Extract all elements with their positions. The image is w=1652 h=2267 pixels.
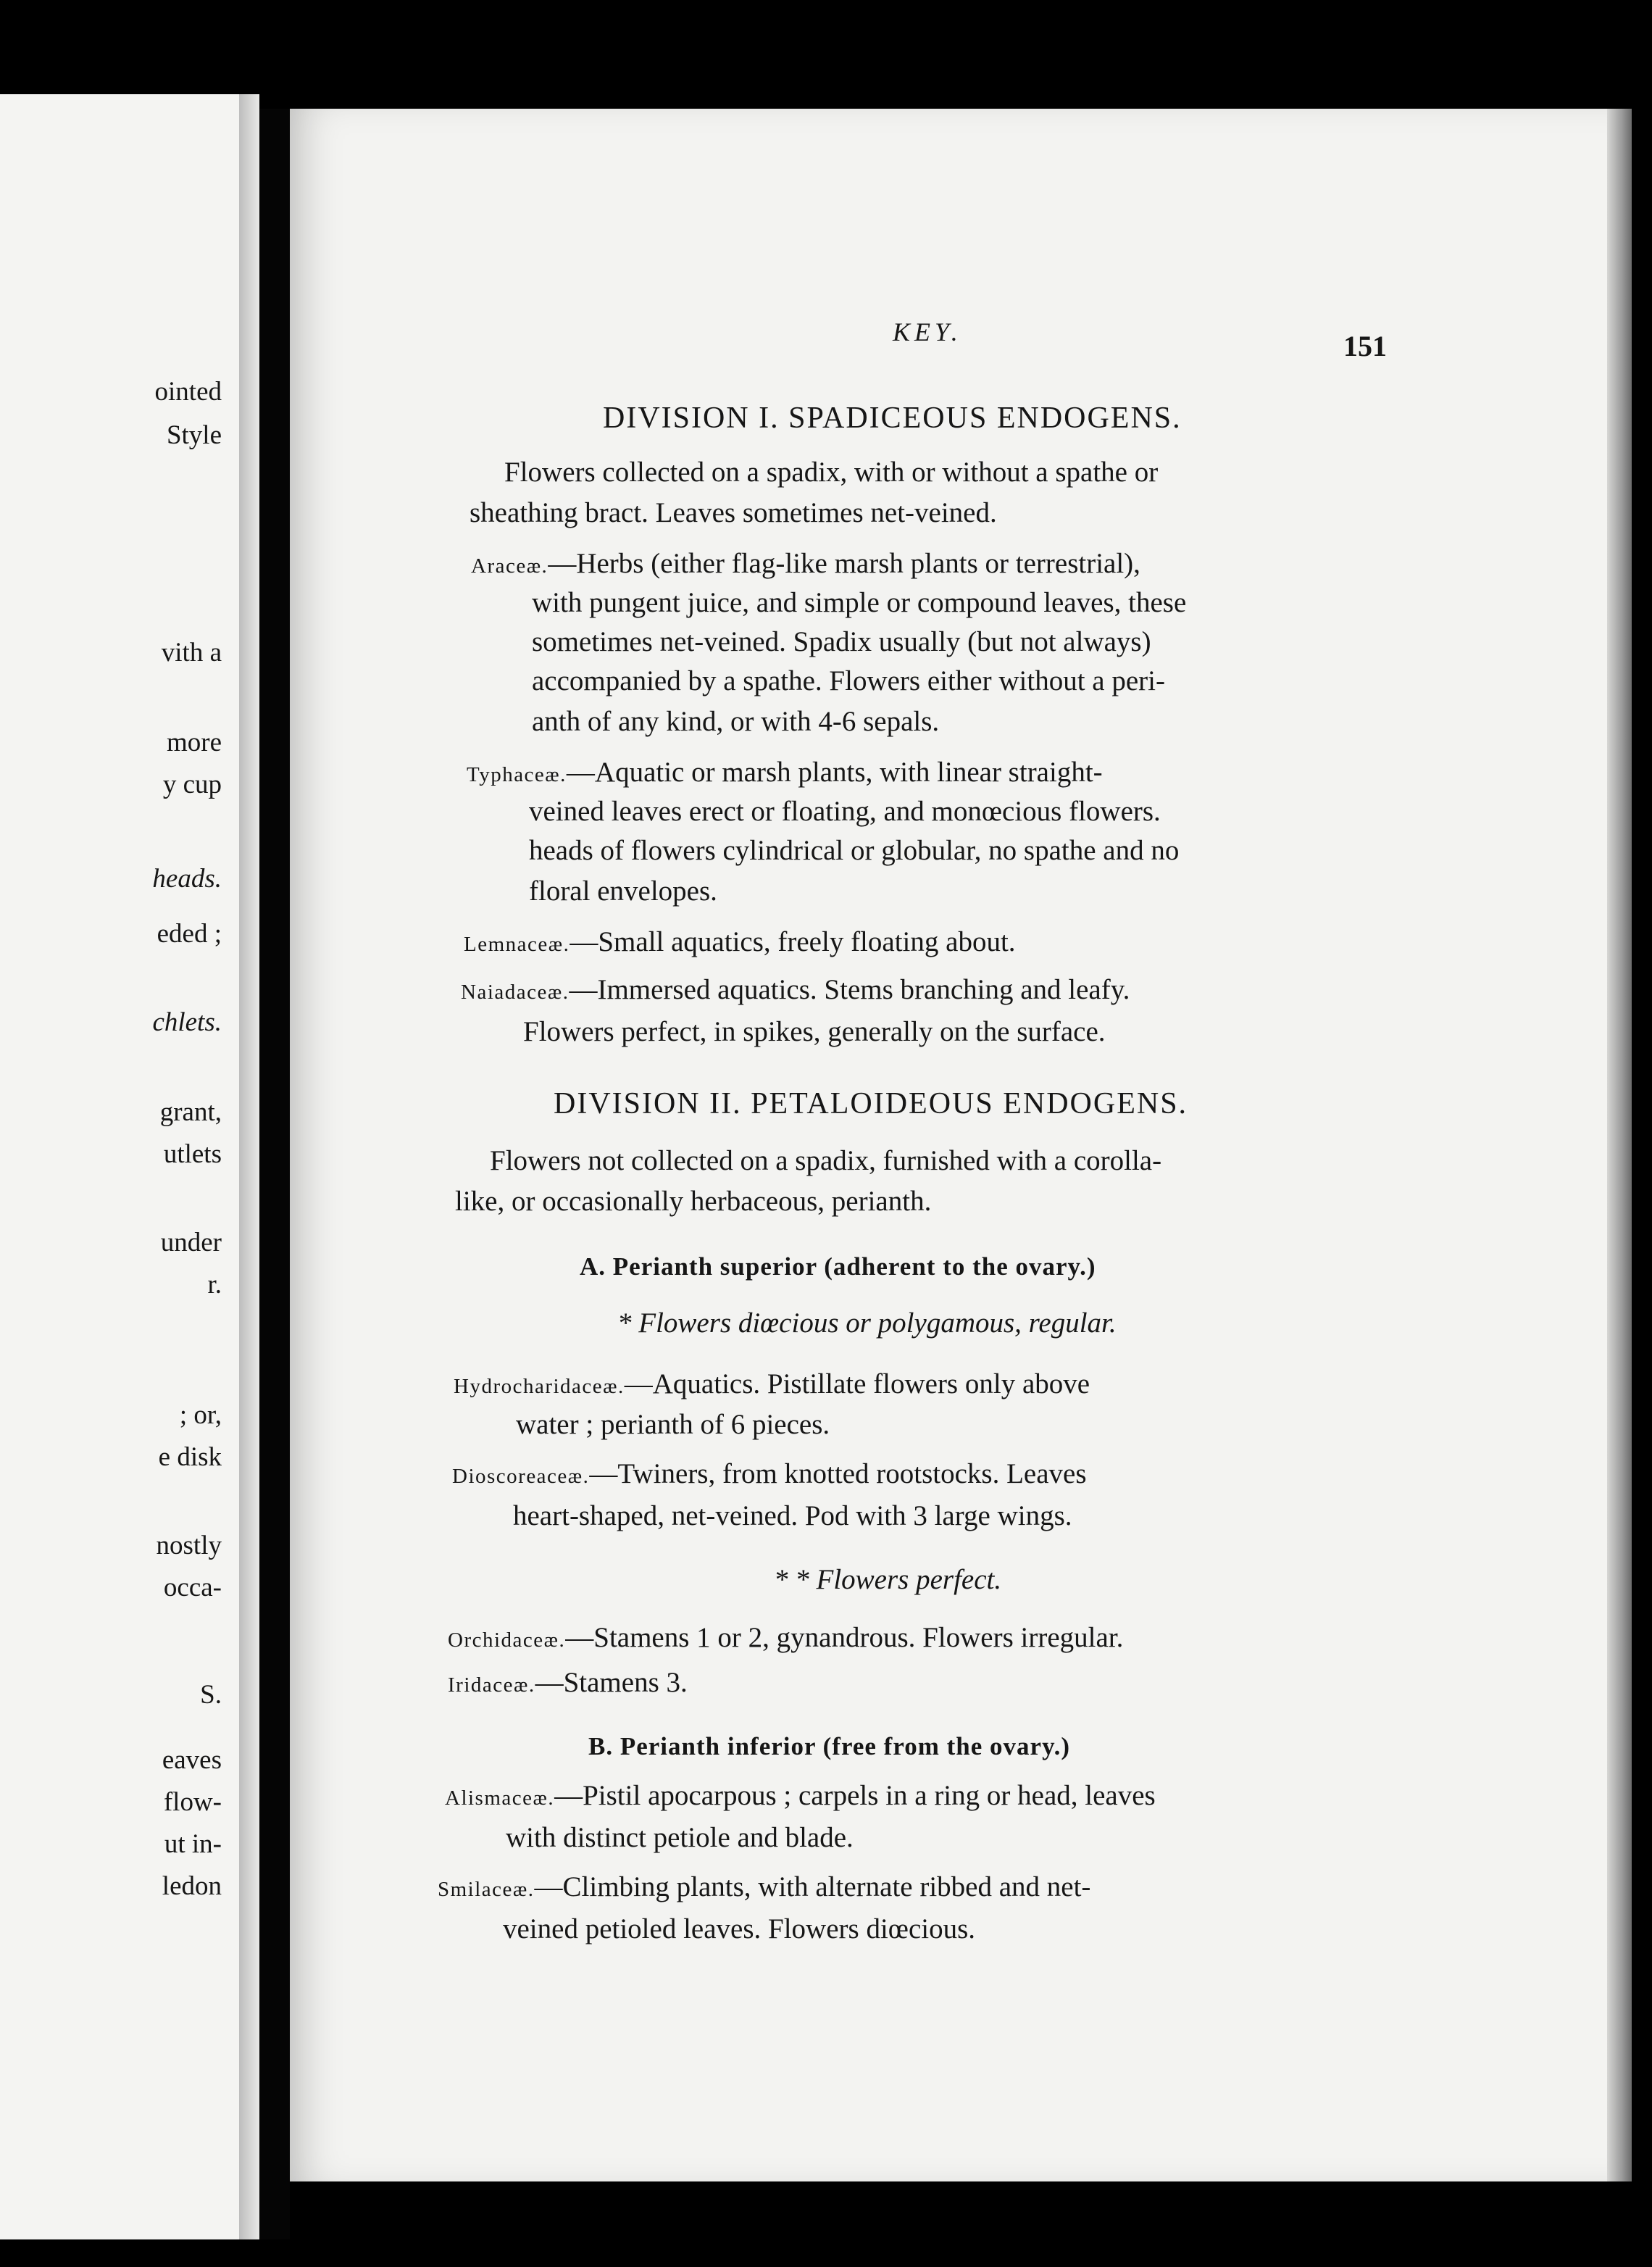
book-gutter xyxy=(259,109,290,2239)
left-page-edge xyxy=(239,94,259,2239)
left-page-fragment: vith a xyxy=(161,638,222,667)
left-page-fragment: occa- xyxy=(163,1573,222,1602)
entry-smilaceae xyxy=(438,1873,1090,1901)
entry-araceae xyxy=(471,549,1140,578)
entry-text: —Pistil apocarpous ; carpels in a ring or head, leaves xyxy=(554,1780,1156,1811)
left-page-fragment: heads. xyxy=(152,864,222,894)
left-page-fragment: more xyxy=(166,728,222,757)
division-2-heading: DIVISION II. PETALOIDEOUS ENDOGENS. xyxy=(554,1087,1188,1120)
left-page-fragment: eded ; xyxy=(157,919,222,949)
division-1-heading: DIVISION I. SPADICEOUS ENDOGENS. xyxy=(603,402,1182,435)
family-name: Hydrocharidaceæ. xyxy=(454,1375,625,1398)
left-page-fragment: Style xyxy=(166,420,222,450)
left-page-fragment: chlets. xyxy=(152,1007,222,1037)
family-name: Typhaceæ. xyxy=(467,763,567,786)
entry-text: —Climbing plants, with alternate ribbed and net- xyxy=(534,1871,1091,1902)
entry-line: floral envelopes. xyxy=(529,875,717,907)
entry-dioscoreaceae xyxy=(452,1460,1087,1488)
entry-line: heads of flowers cylindrical or globular, no spathe and no xyxy=(529,835,1180,866)
entry-line: with pungent juice, and simple or compound leaves, these xyxy=(532,587,1187,618)
left-page-fragment: under xyxy=(160,1228,222,1257)
entry-line: with distinct petiole and blade. xyxy=(506,1822,854,1853)
entry-hydrocharidaceae xyxy=(454,1370,1090,1398)
family-name: Dioscoreaceæ. xyxy=(452,1465,590,1488)
left-page-fragment: ; or, xyxy=(179,1400,222,1430)
entry-iridaceae xyxy=(448,1668,688,1697)
family-name: Lemnaceæ. xyxy=(464,933,570,956)
left-page-fragment: flow- xyxy=(163,1787,222,1817)
family-name: Iridaceæ. xyxy=(448,1673,535,1697)
entry-text: —Herbs (either flag-like marsh plants or terrestrial), xyxy=(548,548,1140,579)
page-edge-shadow xyxy=(1607,109,1632,2181)
left-page-fragment: grant, xyxy=(159,1097,222,1127)
entry-text: —Immersed aquatics. Stems branching and leafy. xyxy=(569,974,1130,1005)
left-page-fragment: ut in- xyxy=(164,1829,222,1859)
entry-line: heart-shaped, net-veined. Pod with 3 large wings. xyxy=(513,1500,1072,1531)
entry-line: Flowers perfect, in spikes, generally on the surface. xyxy=(523,1016,1106,1047)
left-page-fragment: eaves xyxy=(162,1745,222,1775)
section-b-heading: B. Perianth inferior (free from the ovary.) xyxy=(588,1732,1071,1760)
division-2-intro-line: Flowers not collected on a spadix, furnished with a corolla- xyxy=(490,1145,1162,1176)
entry-line: water ; perianth of 6 pieces. xyxy=(516,1409,830,1440)
entry-lemnaceae xyxy=(464,928,1016,956)
entry-text: —Twiners, from knotted rootstocks. Leaves xyxy=(589,1458,1087,1489)
left-page-fragment: y cup xyxy=(162,770,222,799)
entry-line: veined petioled leaves. Flowers diœcious. xyxy=(503,1913,976,1944)
entry-text: —Aquatics. Pistillate flowers only above xyxy=(624,1368,1090,1399)
family-name: Smilaceæ. xyxy=(438,1878,535,1901)
group-heading: * Flowers diœcious or polygamous, regular. xyxy=(617,1307,1117,1339)
entry-naiadaceae xyxy=(461,976,1130,1004)
left-page-fragment: ledon xyxy=(162,1871,222,1901)
left-facing-page xyxy=(0,94,239,2239)
entry-line: veined leaves erect or floating, and monœcious flowers. xyxy=(529,796,1161,827)
group-heading: * * Flowers perfect. xyxy=(774,1564,1002,1595)
division-2-intro-line: like, or occasionally herbaceous, perianth. xyxy=(455,1186,932,1217)
entry-orchidaceae xyxy=(448,1623,1123,1652)
entry-line: sometimes net-veined. Spadix usually (but not always) xyxy=(532,626,1151,657)
division-1-intro-line: sheathing bract. Leaves sometimes net-veined. xyxy=(470,497,997,528)
left-page-fragment: r. xyxy=(207,1270,222,1299)
division-1-intro-line: Flowers collected on a spadix, with or without a spathe or xyxy=(504,457,1159,488)
left-page-fragment: nostly xyxy=(156,1531,222,1560)
page-number: 151 xyxy=(1343,330,1387,362)
family-name: Alismaceæ. xyxy=(445,1786,555,1810)
entry-line: accompanied by a spathe. Flowers either without a peri- xyxy=(532,665,1165,696)
entry-text: —Stamens 3. xyxy=(535,1667,688,1698)
entry-typhaceae xyxy=(467,758,1103,786)
left-page-fragment: S. xyxy=(200,1680,222,1710)
entry-text: —Stamens 1 or 2, gynandrous. Flowers irregular. xyxy=(565,1622,1124,1653)
left-page-fragment: utlets xyxy=(163,1139,222,1169)
entry-text: —Small aquatics, freely floating about. xyxy=(570,926,1016,957)
family-name: Naiadaceæ. xyxy=(461,981,570,1004)
section-a-heading: A. Perianth superior (adherent to the ovary.) xyxy=(580,1252,1096,1281)
running-title: KEY. xyxy=(893,317,962,346)
left-page-fragment: ointed xyxy=(154,377,222,407)
family-name: Araceæ. xyxy=(471,554,548,578)
entry-line: anth of any kind, or with 4-6 sepals. xyxy=(532,706,940,737)
left-page-fragment: e disk xyxy=(158,1442,222,1472)
entry-alismaceae xyxy=(445,1781,1156,1810)
entry-text: —Aquatic or marsh plants, with linear straight- xyxy=(566,757,1103,788)
family-name: Orchidaceæ. xyxy=(448,1629,566,1652)
